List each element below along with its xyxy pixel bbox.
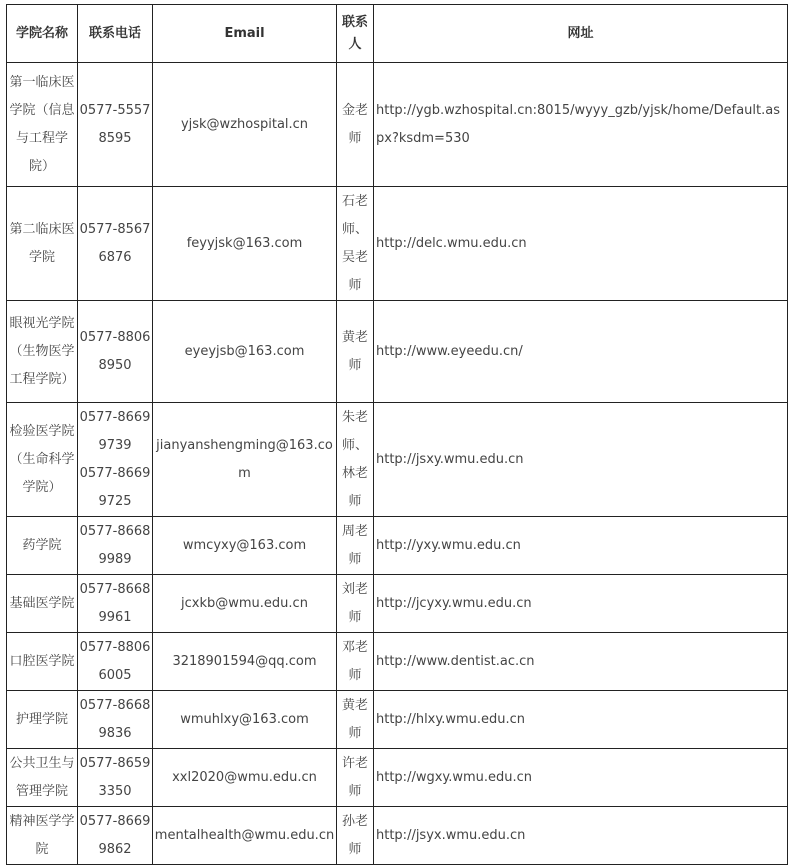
website-link-cell[interactable]: http://jsyx.wmu.edu.cn: [374, 807, 788, 865]
email-cell[interactable]: eyeyjsb@163.com: [153, 301, 337, 403]
phone-number: 0577-88066005: [79, 639, 151, 683]
phone-cell: [78, 301, 153, 403]
contact-person-cell: 黄老师: [337, 301, 374, 403]
website-link-cell[interactable]: http://ygb.wzhospital.cn:8015/wyyy_gzb/yjsk/home/Default.aspx?ksdm=530: [374, 63, 788, 187]
college-name-cell: 精神医学学院: [7, 807, 78, 865]
phone-cell: [78, 633, 153, 691]
college-name-cell: 检验医学院（生命科学学院）: [7, 403, 78, 517]
website-link-cell[interactable]: http://jcyxy.wmu.edu.cn: [374, 575, 788, 633]
email-cell[interactable]: xxl2020@wmu.edu.cn: [153, 749, 337, 807]
email-cell[interactable]: 3218901594@qq.com: [153, 633, 337, 691]
contact-person-cell: 周老师: [337, 517, 374, 575]
phone-cell: [78, 403, 153, 517]
phone-number: 0577-86699739: [79, 409, 151, 453]
table-row: [7, 575, 788, 633]
phone-cell: [78, 749, 153, 807]
phone-number: 0577-88068950: [79, 329, 151, 373]
email-cell[interactable]: jianyanshengming@163.com: [153, 403, 337, 517]
college-name-cell: 眼视光学院（生物医学工程学院）: [7, 301, 78, 403]
contact-person-cell: 石老师、吴老师: [337, 187, 374, 301]
phone-number: 0577-86689989: [79, 523, 151, 567]
email-cell[interactable]: yjsk@wzhospital.cn: [153, 63, 337, 187]
table-row: [7, 517, 788, 575]
table-row: [7, 187, 788, 301]
contact-person-cell: 邓老师: [337, 633, 374, 691]
contact-person-cell: 朱老师、林老师: [337, 403, 374, 517]
website-link-cell[interactable]: http://hlxy.wmu.edu.cn: [374, 691, 788, 749]
phone-number: 0577-86699725: [79, 465, 151, 509]
table-row: [7, 691, 788, 749]
college-name-cell: 护理学院: [7, 691, 78, 749]
website-link-cell[interactable]: http://www.eyeedu.cn/: [374, 301, 788, 403]
phone-number: 0577-55578595: [79, 102, 151, 146]
table-body: [7, 63, 788, 865]
phone-number: 0577-86689961: [79, 581, 151, 625]
email-cell[interactable]: jcxkb@wmu.edu.cn: [153, 575, 337, 633]
phone-number: 0577-86699862: [79, 813, 151, 857]
table-row: [7, 63, 788, 187]
header-website: 网址: [374, 5, 788, 63]
contact-person-cell: 许老师: [337, 749, 374, 807]
table-row: [7, 633, 788, 691]
table-row: [7, 749, 788, 807]
email-cell[interactable]: feyyjsk@163.com: [153, 187, 337, 301]
website-link-cell[interactable]: http://www.dentist.ac.cn: [374, 633, 788, 691]
college-contact-table: [6, 4, 788, 865]
website-link-cell[interactable]: http://jsxy.wmu.edu.cn: [374, 403, 788, 517]
header-contact-person: 联系人: [337, 5, 374, 63]
college-name-cell: 第二临床医学院: [7, 187, 78, 301]
phone-cell: [78, 517, 153, 575]
table-row: [7, 301, 788, 403]
college-name-cell: 药学院: [7, 517, 78, 575]
phone-cell: [78, 187, 153, 301]
table-row: [7, 403, 788, 517]
phone-number: 0577-86689836: [79, 697, 151, 741]
website-link-cell[interactable]: http://yxy.wmu.edu.cn: [374, 517, 788, 575]
college-name-cell: 口腔医学院: [7, 633, 78, 691]
table-row: [7, 807, 788, 865]
table-header-row: [7, 5, 788, 63]
phone-cell: [78, 691, 153, 749]
contact-person-cell: 孙老师: [337, 807, 374, 865]
phone-number: 0577-85676876: [79, 221, 151, 265]
header-college-name: 学院名称: [7, 5, 78, 63]
phone-cell: [78, 63, 153, 187]
email-cell[interactable]: wmuhlxy@163.com: [153, 691, 337, 749]
email-cell[interactable]: wmcyxy@163.com: [153, 517, 337, 575]
contact-person-cell: 黄老师: [337, 691, 374, 749]
email-cell[interactable]: mentalhealth@wmu.edu.cn: [153, 807, 337, 865]
college-name-cell: 公共卫生与管理学院: [7, 749, 78, 807]
college-name-cell: 第一临床医学院（信息与工程学院）: [7, 63, 78, 187]
contact-person-cell: 刘老师: [337, 575, 374, 633]
college-name-cell: 基础医学院: [7, 575, 78, 633]
website-link-cell[interactable]: http://wgxy.wmu.edu.cn: [374, 749, 788, 807]
phone-cell: [78, 807, 153, 865]
header-phone: 联系电话: [78, 5, 153, 63]
phone-number: 0577-86593350: [79, 755, 151, 799]
contact-person-cell: 金老师: [337, 63, 374, 187]
phone-cell: [78, 575, 153, 633]
website-link-cell[interactable]: http://delc.wmu.edu.cn: [374, 187, 788, 301]
header-email: Email: [153, 5, 337, 63]
